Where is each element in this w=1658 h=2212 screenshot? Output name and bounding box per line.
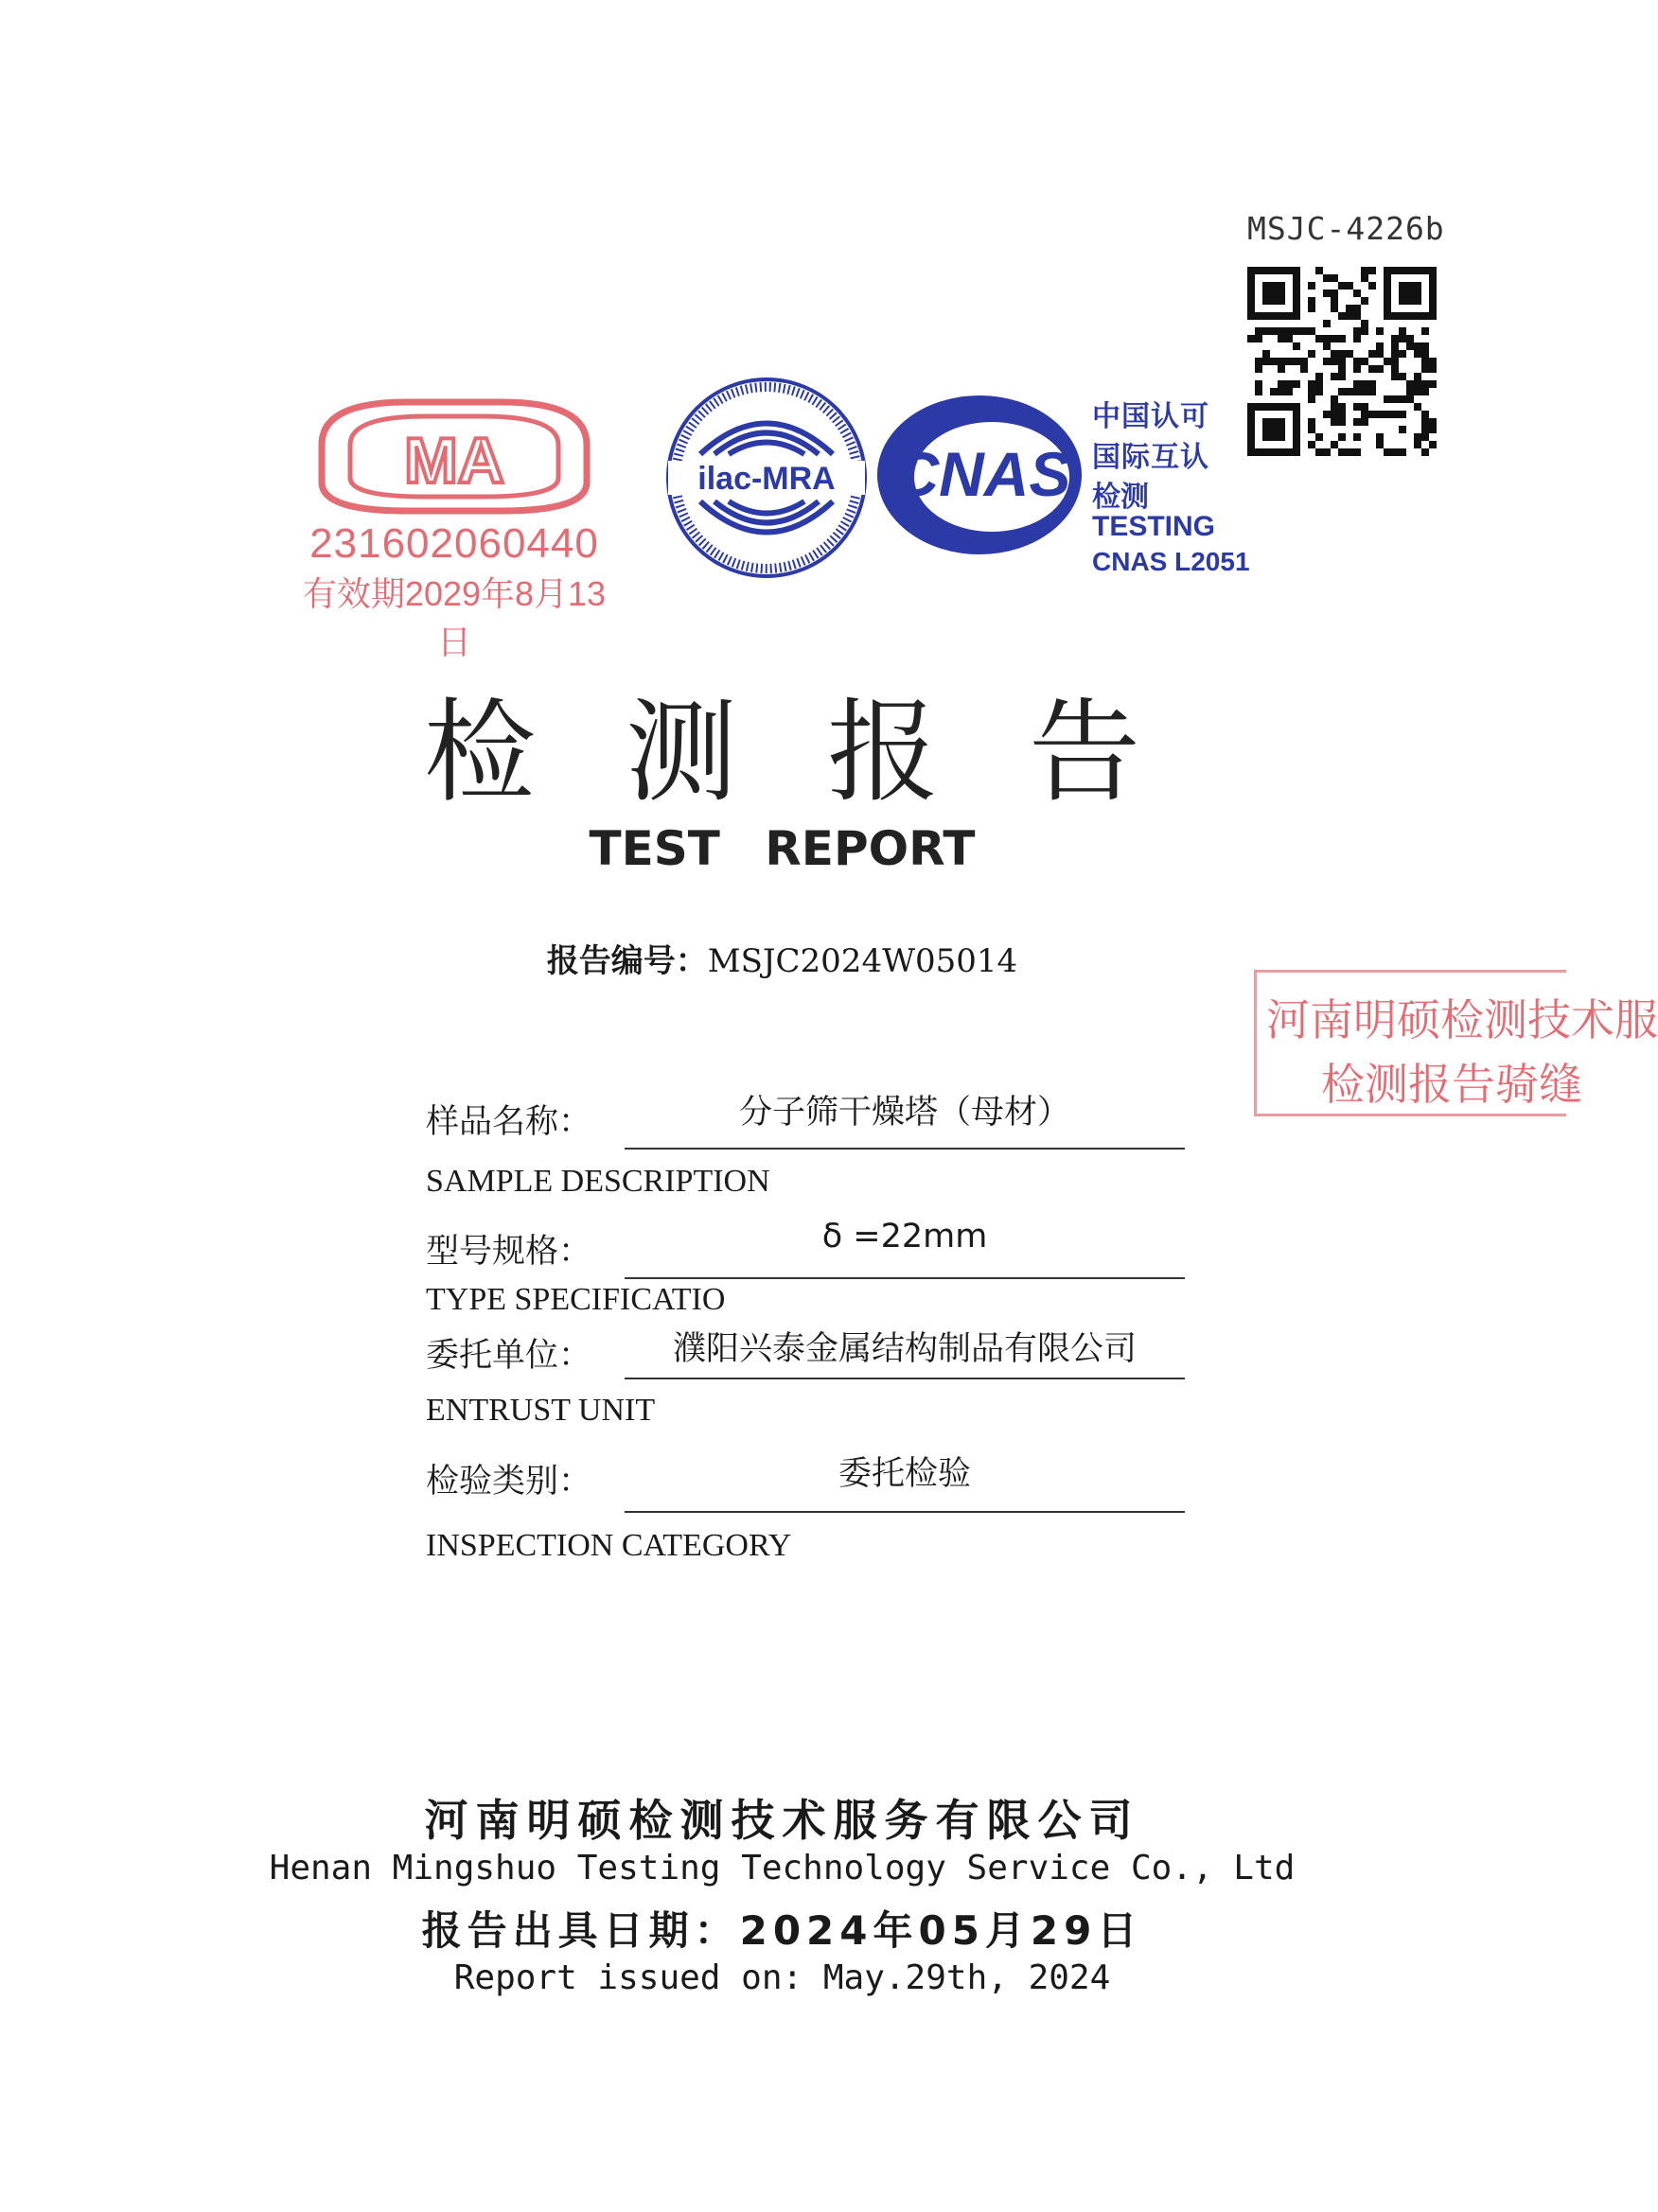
qr-module	[1368, 411, 1376, 418]
qr-module	[1399, 411, 1406, 418]
qr-module	[1262, 358, 1270, 365]
qr-module	[1308, 418, 1315, 426]
qr-module	[1361, 380, 1368, 388]
qr-module	[1376, 433, 1384, 441]
qr-module	[1376, 441, 1384, 448]
qr-module	[1278, 388, 1285, 395]
qr-module	[1421, 388, 1429, 395]
qr-module	[1353, 448, 1361, 456]
qr-module	[1361, 411, 1368, 418]
qr-module	[1368, 267, 1376, 274]
qr-module	[1361, 403, 1368, 411]
qr-module	[1270, 358, 1278, 365]
qr-module	[1353, 358, 1361, 365]
qr-module	[1376, 327, 1384, 335]
cma-logo-text: MA	[404, 425, 504, 497]
qr-module	[1323, 358, 1331, 365]
qr-module	[1338, 433, 1346, 441]
qr-module	[1308, 297, 1315, 305]
issue-date-cn: 报告出具日期：2024年05月29日	[421, 1907, 1143, 1954]
cma-validity: 有效期2029年8月13日	[302, 574, 607, 661]
qr-module	[1353, 290, 1361, 297]
sample-name-label: 样品名称：	[426, 1103, 592, 1141]
qr-module	[1391, 373, 1399, 380]
qr-module	[1331, 290, 1338, 297]
cma-number: 231602060440	[309, 520, 599, 567]
qr-module	[1361, 418, 1368, 426]
company-name-en: Henan Mingshuo Testing Technology Service Co., Ltd	[269, 1849, 1296, 1887]
qr-module	[1346, 350, 1353, 358]
qr-module	[1338, 350, 1346, 358]
cma-stamp	[293, 388, 615, 661]
qr-module	[1255, 365, 1262, 373]
qr-module	[1338, 282, 1346, 290]
qr-module	[1285, 335, 1293, 342]
qr-module	[1262, 350, 1270, 358]
qr-module	[1353, 365, 1361, 373]
qr-module	[1353, 312, 1361, 320]
qr-module	[1262, 327, 1270, 335]
qr-module	[1331, 411, 1338, 418]
ilac-mra-logo	[662, 374, 871, 582]
qr-module	[1338, 373, 1346, 380]
qr-module	[1278, 365, 1285, 373]
qr-module	[1368, 282, 1376, 290]
qr-module	[1384, 358, 1391, 365]
qr-module	[1414, 433, 1421, 441]
qr-module	[1270, 327, 1278, 335]
qr-module	[1361, 388, 1368, 395]
report-number-label: 报告编号：	[546, 942, 708, 980]
qr-module	[1308, 388, 1315, 395]
qr-module	[1331, 335, 1338, 342]
qr-module	[1315, 267, 1323, 274]
qr-module	[1255, 335, 1262, 342]
qr-module	[1399, 448, 1406, 456]
qr-module	[1331, 297, 1338, 305]
qr-module	[1414, 388, 1421, 395]
qr-module	[1384, 448, 1391, 456]
qr-module	[1391, 448, 1399, 456]
document-code: MSJC-4226b	[1247, 210, 1445, 247]
qr-module	[1361, 267, 1368, 274]
qr-module	[1300, 327, 1308, 335]
qr-module	[1399, 373, 1406, 380]
qr-module	[1421, 411, 1429, 418]
qr-module	[1308, 350, 1315, 358]
qr-module	[1421, 418, 1429, 426]
qr-module	[1338, 365, 1346, 373]
qr-module	[1346, 388, 1353, 395]
qr-module	[1414, 403, 1421, 411]
type-spec-underline	[625, 1277, 1185, 1279]
qr-module	[1331, 395, 1338, 403]
qr-module	[1361, 327, 1368, 335]
qr-module	[1421, 350, 1429, 358]
qr-module	[1429, 358, 1437, 365]
sample-name-value: 分子筛干燥塔（母材）	[738, 1094, 1070, 1132]
qr-module	[1406, 342, 1414, 350]
qr-module	[1406, 395, 1414, 403]
entrust-unit-label: 委托单位：	[426, 1337, 592, 1375]
qr-module	[1353, 305, 1361, 312]
qr-module	[1315, 433, 1323, 441]
qr-module	[1331, 373, 1338, 380]
qr-module	[1255, 380, 1262, 388]
qr-module	[1429, 441, 1437, 448]
qr-module	[1315, 335, 1323, 342]
qr-module	[1323, 320, 1331, 327]
qr-module	[1338, 312, 1346, 320]
qr-module	[1421, 342, 1429, 350]
qr-module	[1315, 373, 1323, 380]
qr-module	[1278, 335, 1285, 342]
qr-module	[1414, 350, 1421, 358]
company-name-cn: 河南明硕检测技术服务有限公司	[424, 1795, 1140, 1846]
qr-module	[1285, 358, 1293, 365]
qr-module	[1421, 448, 1429, 456]
cnas-testing-en: TESTING	[1092, 511, 1216, 542]
qr-module	[1278, 358, 1285, 365]
qr-module	[1429, 365, 1437, 373]
qr-module	[1338, 388, 1346, 395]
qr-module	[1331, 274, 1338, 282]
qr-module	[1391, 358, 1399, 365]
qr-module	[1255, 388, 1262, 395]
qr-module	[1323, 411, 1331, 418]
cnas-mutual-recognition: 国际互认	[1092, 442, 1209, 473]
qr-module	[1255, 358, 1262, 365]
qr-module	[1368, 380, 1376, 388]
qr-module	[1323, 335, 1331, 342]
qr-module	[1308, 395, 1315, 403]
inspection-category-label: 检验类别：	[426, 1463, 592, 1501]
qr-module	[1421, 365, 1429, 373]
sample-name-underline	[625, 1148, 1185, 1150]
cnas-testing-cn: 检测	[1092, 482, 1149, 513]
qr-module	[1308, 380, 1315, 388]
seam-stamp	[1254, 970, 1658, 1116]
qr-module	[1331, 350, 1338, 358]
qr-module	[1315, 380, 1323, 388]
qr-module	[1278, 380, 1285, 388]
qr-module	[1414, 441, 1421, 448]
qr-module	[1376, 365, 1384, 373]
entrust-unit-underline	[625, 1378, 1185, 1379]
qr-module	[1338, 448, 1346, 456]
report-title-en: TEST REPORT	[589, 821, 976, 876]
qr-module	[1399, 350, 1406, 358]
qr-module	[1399, 327, 1406, 335]
qr-module	[1376, 342, 1384, 350]
qr-module	[1293, 342, 1300, 350]
qr-module	[1421, 358, 1429, 365]
qr-module	[1399, 395, 1406, 403]
qr-module	[1338, 418, 1346, 426]
qr-module	[1361, 320, 1368, 327]
qr-module	[1323, 290, 1331, 297]
qr-module	[1353, 418, 1361, 426]
qr-module	[1414, 342, 1421, 350]
qr-module	[1300, 365, 1308, 373]
qr-module	[1391, 411, 1399, 418]
qr-module	[1368, 365, 1376, 373]
qr-module	[1315, 448, 1323, 456]
qr-module	[1293, 358, 1300, 365]
inspection-category-label-en: INSPECTION CATEGORY	[426, 1528, 792, 1563]
cnas-logo-text: CNAS	[893, 439, 1071, 509]
qr-module	[1293, 380, 1300, 388]
qr-module	[1414, 373, 1421, 380]
qr-module	[1338, 403, 1346, 411]
seam-stamp-line1: 河南明硕检测技术服	[1266, 995, 1658, 1045]
report-title-cn: 检测报告	[423, 687, 1230, 817]
type-spec-label: 型号规格：	[426, 1233, 592, 1271]
qr-module	[1421, 426, 1429, 433]
qr-module	[1353, 327, 1361, 335]
qr-module	[1346, 312, 1353, 320]
qr-module	[1429, 426, 1437, 433]
qr-module	[1285, 327, 1293, 335]
qr-module	[1308, 282, 1315, 290]
cnas-registration-number: CNAS L2051	[1092, 547, 1250, 576]
qr-module	[1346, 305, 1353, 312]
qr-module	[1353, 388, 1361, 395]
qr-module	[1399, 426, 1406, 433]
qr-module	[1384, 395, 1391, 403]
entrust-unit-label-en: ENTRUST UNIT	[426, 1393, 656, 1428]
qr-module	[1323, 274, 1331, 282]
qr-module	[1376, 350, 1384, 358]
qr-module	[1421, 380, 1429, 388]
qr-module	[1391, 342, 1399, 350]
qr-module	[1338, 358, 1346, 365]
qr-module	[1406, 335, 1414, 342]
qr-module	[1429, 418, 1437, 426]
qr-module	[1315, 388, 1323, 395]
qr-module	[1368, 350, 1376, 358]
entrust-unit-value: 濮阳兴泰金属结构制品有限公司	[672, 1330, 1137, 1368]
cnas-china-accredited: 中国认可	[1092, 401, 1209, 432]
qr-module	[1338, 411, 1346, 418]
qr-module	[1308, 441, 1315, 448]
sample-name-label-en: SAMPLE DESCRIPTION	[426, 1164, 770, 1199]
cma-logo-icon	[293, 388, 615, 520]
qr-module	[1353, 380, 1361, 388]
qr-module	[1300, 358, 1308, 365]
qr-module	[1331, 418, 1338, 426]
qr-module	[1308, 426, 1315, 433]
qr-module	[1278, 327, 1285, 335]
qr-module	[1391, 395, 1399, 403]
qr-module	[1421, 433, 1429, 441]
inspection-category-value: 委托检验	[838, 1455, 971, 1493]
report-number-value: MSJC2024W05014	[707, 942, 1018, 980]
ilac-mra-text: ilac-MRA	[697, 461, 836, 497]
qr-module	[1353, 433, 1361, 441]
seam-stamp-line2: 检测报告骑缝	[1321, 1060, 1582, 1109]
type-spec-value: δ =22mm	[821, 1218, 988, 1255]
qr-module	[1391, 365, 1399, 373]
qr-module	[1331, 358, 1338, 365]
qr-module	[1331, 441, 1338, 448]
qr-module	[1391, 350, 1399, 358]
qr-module	[1376, 411, 1384, 418]
qr-module	[1285, 388, 1293, 395]
qr-code	[1247, 267, 1437, 456]
issue-date-en: Report issued on: May.29th, 2024	[453, 1958, 1111, 1997]
qr-module	[1414, 380, 1421, 388]
qr-module	[1346, 282, 1353, 290]
qr-module	[1361, 358, 1368, 365]
qr-module	[1323, 448, 1331, 456]
qr-module	[1391, 335, 1399, 342]
qr-module	[1368, 388, 1376, 395]
qr-module	[1270, 388, 1278, 395]
qr-module	[1406, 388, 1414, 395]
qr-module	[1353, 335, 1361, 342]
qr-module	[1346, 448, 1353, 456]
qr-module	[1247, 335, 1255, 342]
qr-module	[1384, 411, 1391, 418]
qr-module	[1361, 274, 1368, 282]
qr-module	[1331, 403, 1338, 411]
qr-module	[1338, 335, 1346, 342]
inspection-category-underline	[625, 1511, 1185, 1513]
qr-module	[1353, 403, 1361, 411]
qr-module	[1308, 305, 1315, 312]
qr-module	[1285, 380, 1293, 388]
qr-module	[1308, 327, 1315, 335]
qr-module	[1421, 327, 1429, 335]
qr-module	[1361, 297, 1368, 305]
qr-module	[1255, 327, 1262, 335]
qr-module	[1406, 380, 1414, 388]
qr-module	[1429, 380, 1437, 388]
qr-module	[1293, 327, 1300, 335]
cnas-logo	[871, 390, 1088, 560]
qr-module	[1399, 335, 1406, 342]
qr-module	[1323, 342, 1331, 350]
qr-module	[1331, 305, 1338, 312]
type-spec-label-en: TYPE SPECIFICATIO	[426, 1282, 726, 1317]
